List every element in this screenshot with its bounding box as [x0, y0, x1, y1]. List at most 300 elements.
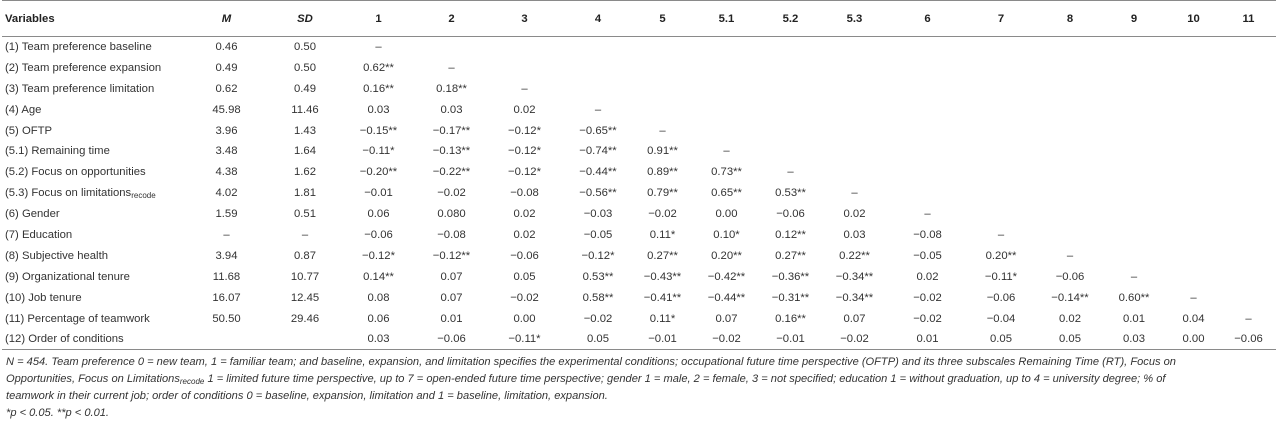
table-cell: 0.79**	[647, 187, 678, 200]
table-cell: 0.05	[1038, 329, 1102, 350]
table-cell	[891, 120, 964, 141]
variable-label-text: (5) OFTP	[5, 124, 53, 137]
variable-label-text: (9) Organizational tenure	[5, 270, 130, 283]
table-cell: −0.02	[818, 329, 891, 350]
table-cell	[964, 183, 1038, 204]
table-cell: −0.06	[364, 228, 393, 241]
table-cell: 0.03	[1102, 329, 1166, 350]
table-row	[2, 162, 1276, 183]
table-cell: 0.11*	[649, 228, 676, 241]
table-cell	[1221, 141, 1276, 162]
table-cell: 0.10*	[713, 228, 740, 241]
table-cell	[635, 99, 690, 120]
table-cell	[1221, 120, 1276, 141]
table-cell: 0.02	[916, 270, 939, 283]
table-cell: −0.22**	[432, 166, 471, 179]
table-cell: −0.31**	[771, 291, 810, 304]
table-cell: 0.02	[1059, 312, 1081, 325]
table-cell: 0.20**	[985, 249, 1017, 262]
table-cell	[763, 37, 818, 58]
variable-label	[2, 99, 185, 120]
variable-label-text: (5.1) Remaining time	[5, 145, 110, 158]
table-cell: −0.17**	[432, 124, 471, 137]
table-row	[2, 245, 1276, 266]
header-cell: 5.2	[763, 1, 818, 37]
table-cell	[964, 120, 1038, 141]
table-cell	[1221, 287, 1276, 308]
table-cell: 0.01	[1123, 312, 1145, 325]
header-cell: M	[185, 1, 268, 37]
table-row	[2, 37, 1276, 58]
table-cell	[1102, 141, 1166, 162]
table-cell	[763, 120, 818, 141]
table-cell: 0.11*	[649, 312, 676, 325]
table-cell: 0.02	[513, 208, 536, 221]
table-cell	[964, 37, 1038, 58]
table-cell: −0.11*	[362, 145, 395, 158]
table-cell	[1221, 57, 1276, 78]
table-cell	[964, 57, 1038, 78]
table-cell: −0.02	[510, 291, 539, 304]
table-cell: 0.49	[215, 61, 238, 74]
table-cell: 0.04	[1182, 312, 1205, 325]
table-cell	[635, 78, 690, 99]
table-cell: 0.06	[367, 312, 390, 325]
table-row	[2, 120, 1276, 141]
table-cell	[818, 162, 891, 183]
table-cell: 0.16**	[775, 312, 806, 325]
table-cell	[891, 78, 964, 99]
variable-label	[2, 78, 185, 99]
table-cell	[1038, 78, 1102, 99]
variable-label	[2, 204, 185, 225]
table-cell	[1102, 225, 1166, 246]
table-cell	[964, 78, 1038, 99]
header-cell: 6	[891, 1, 964, 37]
table-cell	[1221, 78, 1276, 99]
variable-label	[2, 245, 185, 266]
table-cell	[1038, 141, 1102, 162]
table-cell: 50.50	[212, 312, 241, 325]
variable-label-text: (3) Team preference limitation	[5, 82, 155, 95]
table-cell: –	[924, 208, 931, 221]
table-cell: −0.41**	[643, 291, 682, 304]
variable-label-text: (5.2) Focus on opportunities	[5, 166, 146, 179]
table-cell: 0.02	[843, 208, 866, 221]
significance-note: *p < 0.05. **p < 0.01.	[6, 407, 110, 420]
table-cell: 0.02	[513, 228, 536, 241]
table-cell	[1221, 245, 1276, 266]
table-cell	[561, 78, 635, 99]
table-cell: 0.03	[440, 103, 463, 116]
table-cell	[1102, 120, 1166, 141]
table-cell: 0.01	[891, 329, 964, 350]
table-cell: 11.46	[291, 103, 319, 116]
table-row	[2, 266, 1276, 287]
table-cell	[818, 120, 891, 141]
table-cell: 0.00	[513, 312, 536, 325]
table-cell: 0.91**	[647, 145, 678, 158]
table-cell	[891, 57, 964, 78]
header-cell: 5.3	[818, 1, 891, 37]
table-cell: −0.06	[510, 249, 539, 262]
table-cell: 0.53**	[582, 270, 614, 283]
footnote-part1: N = 454. Team preference 0 = new team, 1 = familiar team; and baseline, expansion, and limitation specifies the experimental conditions; occupational future time perspective (OFTP) and its three subscales Remaining Time (RT), Focus on Opportunities, Focus on Limitations	[6, 356, 1176, 386]
table-cell: 0.08	[367, 291, 390, 304]
table-cell: 0.05	[561, 329, 635, 350]
table-cell	[891, 162, 964, 183]
table-cell: 0.080	[437, 208, 466, 221]
table-cell: –	[723, 145, 730, 158]
table-cell: 0.27**	[647, 249, 678, 262]
header-cell: 2	[415, 1, 488, 37]
variable-label	[2, 57, 185, 78]
table-cell: 0.18**	[436, 82, 467, 95]
table-cell: 0.12**	[775, 228, 806, 241]
variable-label	[2, 266, 185, 287]
table-cell: –	[375, 41, 382, 54]
table-cell: –	[521, 82, 528, 95]
table-cell: 0.03	[843, 228, 866, 241]
table-cell	[964, 99, 1038, 120]
table-cell: 0.46	[215, 41, 238, 54]
table-cell	[635, 57, 690, 78]
table-cell: 0.03	[342, 329, 415, 350]
table-cell: −0.04	[986, 312, 1016, 325]
table-row	[2, 204, 1276, 225]
table-cell: −0.08	[437, 228, 466, 241]
table-cell: 0.89**	[647, 166, 678, 179]
variable-label	[2, 287, 185, 308]
table-cell: −0.11*	[984, 270, 1018, 283]
table-cell: 1.64	[294, 145, 316, 158]
table-cell: −0.56**	[579, 187, 617, 200]
table-cell: −0.13**	[432, 145, 471, 158]
table-cell	[763, 57, 818, 78]
variable-label	[2, 37, 185, 58]
table-cell: −0.12**	[432, 249, 471, 262]
variable-label	[2, 162, 185, 183]
table-cell: 1.81	[294, 187, 316, 200]
table-cell: −0.74**	[579, 145, 617, 158]
table-cell	[635, 37, 690, 58]
table-cell: 45.98	[212, 103, 241, 116]
table-row	[2, 225, 1276, 246]
table-cell	[818, 57, 891, 78]
table-cell: 0.62	[215, 82, 238, 95]
table-cell: 0.07	[843, 312, 866, 325]
table-cell: −0.05	[913, 249, 942, 262]
table-body	[2, 37, 1276, 350]
table-cell: 0.06	[367, 208, 390, 221]
variable-label	[2, 308, 185, 329]
table-cell	[1166, 78, 1221, 99]
table-cell: 0.22**	[839, 249, 870, 262]
header-cell: 1	[342, 1, 415, 37]
table-cell	[561, 57, 635, 78]
variable-label	[2, 225, 185, 246]
variable-label-text: (1) Team preference baseline	[5, 41, 152, 54]
table-cell: −0.06	[1055, 270, 1085, 283]
header-cell: 5	[635, 1, 690, 37]
table-cell	[1166, 245, 1221, 266]
table-cell: –	[1066, 249, 1074, 262]
table-cell: 3.94	[215, 249, 238, 262]
table-footnote	[2, 350, 1200, 422]
table-cell	[1166, 225, 1221, 246]
table-cell: 16.07	[212, 291, 241, 304]
table-cell: −0.05	[583, 228, 613, 241]
variable-label-text: (11) Percentage of teamwork	[5, 312, 150, 325]
variable-label	[2, 183, 185, 204]
variable-label-text: (10) Job tenure	[5, 291, 82, 304]
table-cell: −0.01	[364, 187, 393, 200]
table-cell: 3.48	[215, 145, 238, 158]
table-cell: 1.62	[294, 166, 316, 179]
header-cell: 8	[1038, 1, 1102, 37]
table-cell: −0.34**	[835, 270, 874, 283]
table-cell	[763, 99, 818, 120]
table-cell: −0.06	[415, 329, 488, 350]
variable-label	[2, 329, 185, 350]
table-cell	[1038, 57, 1102, 78]
table-cell: −0.65**	[579, 124, 617, 137]
table-cell: –	[1190, 291, 1197, 304]
table-cell: −0.12*	[508, 124, 541, 137]
table-cell	[964, 162, 1038, 183]
table-cell	[1166, 162, 1221, 183]
table-cell	[1102, 99, 1166, 120]
table-cell: 0.50	[294, 41, 316, 54]
table-cell: −0.15**	[359, 124, 398, 137]
table-cell	[1221, 183, 1276, 204]
table-cell: 0.07	[440, 291, 463, 304]
footnote-part2: 1 = limited future time perspective, up to 7 = open-ended future time perspective; gender 1 = male, 2 = female, 3 = not specified; education 1 = without graduation, up to 4 = university degree; % of teamwork in their current job; order of conditions 0 = baseline, expansion, limitation and 1 = baseline, limitation, expansion.	[6, 373, 1166, 403]
table-row	[2, 183, 1276, 204]
table-cell: −0.02	[437, 187, 466, 200]
table-cell	[818, 99, 891, 120]
table-cell: −0.02	[648, 208, 677, 221]
table-cell: −0.08	[913, 228, 942, 241]
table-cell: 0.05	[513, 270, 536, 283]
table-cell	[1221, 266, 1276, 287]
table-row	[2, 308, 1276, 329]
table-cell	[268, 329, 342, 350]
table-cell	[1221, 225, 1276, 246]
table-cell: 0.07	[715, 312, 738, 325]
table-cell: −0.06	[986, 291, 1016, 304]
table-cell	[1166, 183, 1221, 204]
table-cell: 0.65**	[711, 187, 742, 200]
table-cell: −0.06	[776, 208, 805, 221]
table-cell: 10.77	[290, 270, 320, 283]
table-cell	[690, 78, 763, 99]
variable-label-text: (12) Order of conditions	[5, 333, 124, 346]
table-cell	[818, 78, 891, 99]
table-cell: –	[1245, 312, 1252, 325]
table-cell: 12.45	[290, 291, 320, 304]
table-cell	[818, 37, 891, 58]
table-cell: 3.96	[215, 124, 238, 137]
table-cell: –	[448, 61, 455, 74]
variable-label	[2, 141, 185, 162]
table-cell: 0.01	[440, 312, 463, 325]
table-cell: 0.14**	[363, 270, 394, 283]
table-cell	[1038, 183, 1102, 204]
variable-label-text: (4) Age	[5, 103, 42, 116]
table-cell: 4.38	[215, 166, 238, 179]
table-cell	[415, 37, 488, 58]
variable-label-text: (2) Team preference expansion	[5, 61, 162, 74]
table-cell: 11.68	[212, 270, 241, 283]
header-cell: 11	[1221, 1, 1276, 37]
table-row	[2, 99, 1276, 120]
table-cell: –	[1130, 270, 1138, 283]
table-header	[2, 1, 1276, 37]
table-cell	[488, 37, 561, 58]
table-cell	[1102, 57, 1166, 78]
table-cell	[1221, 99, 1276, 120]
table-cell: −0.12*	[508, 145, 541, 158]
table-cell	[1166, 120, 1221, 141]
table-cell: −0.02	[913, 291, 942, 304]
header-cell: 10	[1166, 1, 1221, 37]
header-row	[2, 1, 1276, 37]
table-cell	[1038, 120, 1102, 141]
table-cell: −0.11*	[488, 329, 561, 350]
table-cell	[1166, 204, 1221, 225]
table-cell: –	[851, 187, 858, 200]
table-cell: −0.36**	[771, 270, 810, 283]
table-cell: −0.20**	[359, 166, 398, 179]
table-cell	[1166, 99, 1221, 120]
table-cell	[763, 141, 818, 162]
table-cell: 0.87	[294, 249, 316, 262]
table-cell: 29.46	[290, 312, 320, 325]
table-cell: 0.58**	[582, 291, 614, 304]
variable-label-subscript: recode	[131, 191, 156, 201]
table-cell	[1102, 162, 1166, 183]
table-cell	[1221, 37, 1276, 58]
table-cell	[1102, 204, 1166, 225]
table-cell	[1038, 225, 1102, 246]
table-cell	[1038, 162, 1102, 183]
table-cell: –	[787, 166, 794, 179]
table-cell: 0.03	[367, 103, 390, 116]
table-cell	[891, 183, 964, 204]
correlation-table	[2, 0, 1276, 350]
table-cell: 1.43	[294, 124, 316, 137]
table-cell	[690, 120, 763, 141]
table-cell: 0.02	[513, 103, 536, 116]
table-cell	[1221, 204, 1276, 225]
table-cell	[1038, 204, 1102, 225]
variable-label-text: (5.3) Focus on limitations	[5, 187, 132, 200]
table-cell	[488, 57, 561, 78]
table-cell: −0.12*	[362, 249, 395, 262]
table-cell	[1102, 37, 1166, 58]
header-cell: 9	[1102, 1, 1166, 37]
table-cell: 0.00	[715, 208, 738, 221]
table-cell	[818, 141, 891, 162]
table-cell	[891, 37, 964, 58]
variable-label	[2, 120, 185, 141]
table-cell: −0.34**	[835, 291, 874, 304]
table-cell: −0.02	[913, 312, 942, 325]
table-cell	[1221, 162, 1276, 183]
table-cell: 0.16**	[363, 82, 394, 95]
table-cell: −0.44**	[707, 291, 746, 304]
table-cell: 0.00	[1166, 329, 1221, 350]
table-cell: 0.49	[294, 82, 316, 95]
header-variables: Variables	[2, 1, 185, 37]
table-cell	[1166, 141, 1221, 162]
table-cell: 0.07	[440, 270, 463, 283]
table-cell: −0.01	[635, 329, 690, 350]
table-cell	[891, 99, 964, 120]
table-cell	[1166, 266, 1221, 287]
table-cell: −0.14**	[1051, 291, 1089, 304]
table-cell	[690, 99, 763, 120]
header-cell: 4	[561, 1, 635, 37]
table-cell	[964, 141, 1038, 162]
table-row	[2, 141, 1276, 162]
table-row	[2, 57, 1276, 78]
footnote-text	[6, 354, 1196, 405]
table-cell: −0.06	[1221, 329, 1276, 350]
table-cell: −0.12*	[508, 166, 541, 179]
table-cell: 1.59	[215, 208, 238, 221]
table-cell: −0.43**	[643, 270, 682, 283]
table-cell: 0.73**	[711, 166, 742, 179]
table-cell: 0.05	[964, 329, 1038, 350]
table-cell: –	[594, 103, 602, 116]
table-cell	[891, 141, 964, 162]
table-cell: 0.53**	[775, 187, 806, 200]
table-cell	[1102, 245, 1166, 266]
table-cell	[1166, 37, 1221, 58]
header-cell: 5.1	[690, 1, 763, 37]
table-cell: –	[223, 228, 230, 241]
table-cell: −0.01	[763, 329, 818, 350]
table-cell: –	[301, 228, 309, 241]
table-cell: 0.50	[294, 61, 316, 74]
table-cell	[1166, 57, 1221, 78]
table-cell	[690, 37, 763, 58]
header-cell: 3	[488, 1, 561, 37]
table-cell: −0.42**	[707, 270, 746, 283]
table-cell: 0.27**	[775, 249, 806, 262]
table-cell: 4.02	[215, 187, 238, 200]
table-cell: –	[659, 124, 666, 137]
table-cell: −0.44**	[579, 166, 617, 179]
table-cell	[1038, 99, 1102, 120]
header-cell: 7	[964, 1, 1038, 37]
table-cell	[1038, 37, 1102, 58]
table-cell: 0.20**	[711, 249, 742, 262]
table-cell	[1102, 183, 1166, 204]
table-cell: −0.02	[583, 312, 613, 325]
table-row	[2, 78, 1276, 99]
table-cell	[561, 37, 635, 58]
variable-label-text: (8) Subjective health	[5, 249, 108, 262]
table-cell: −0.02	[690, 329, 763, 350]
table-cell: 0.60**	[1118, 291, 1150, 304]
variable-label-text: (7) Education	[5, 228, 73, 241]
table-row	[2, 287, 1276, 308]
table-cell	[1102, 78, 1166, 99]
table-cell: 0.51	[294, 208, 316, 221]
